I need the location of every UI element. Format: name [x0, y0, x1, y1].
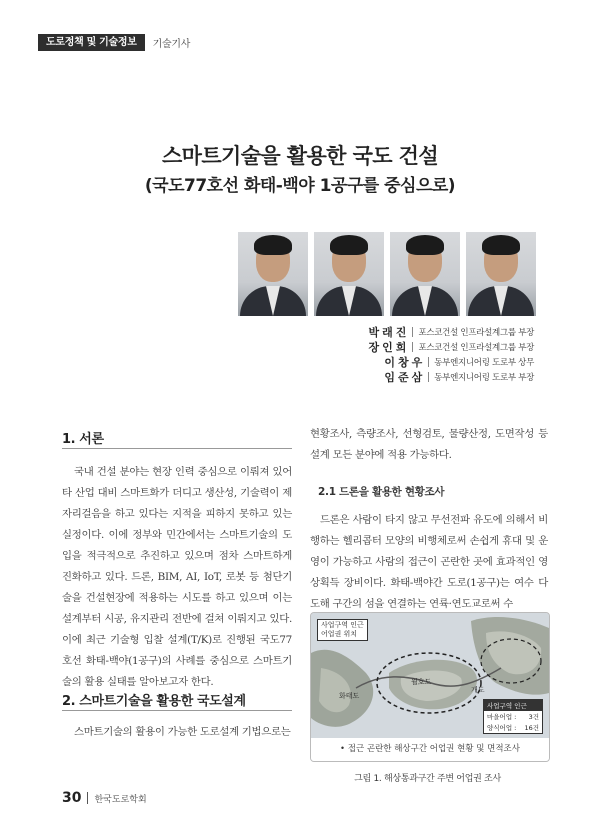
right-column-continued: 현황조사, 측량조사, 선형검토, 물량산정, 도면작성 등 설계 모든 분야에 적용 가능하다.: [310, 428, 548, 461]
author-entry: [369, 354, 534, 369]
author-photo-3: [390, 232, 460, 316]
legend-row-value: 16건: [524, 724, 539, 732]
legend-row-label: 양식어업 :: [487, 724, 517, 732]
section-2-heading: 2. 스마트기술을 활용한 국도설계: [62, 694, 246, 709]
island-label-woldo: 월호도: [411, 678, 432, 686]
article-title: 스마트기술을 활용한 국도 건설: [161, 144, 439, 168]
author-photo-4: [466, 232, 536, 316]
section-1-body: 국내 건설 분야는 현장 인력 중심으로 이뤄져 있어 타 산업 대비 스마트화가 더디고 생산성, 기술력이 제자리걸음을 하고 있다는 지적을 피하지 못하고 있는 실정이다. 이에 정부와 민간에서는 스마트기술의 도입을 적극적으로 추진하고 있으며 점차 스마트하게 진화하고 있다. 드론, BIM, AI, IoT, 로봇 등 첨단기술을 건설현장에 적용하는 시도를 하고 있으며 이는 설계부터 시공, 유지관리 전반에 걸쳐 이뤄지고 있다. 이에 최근 기술형 입찰 설계(T/K)로 진행된 국도77호선 화태-백야(1공구)의 사례를 중심으로 스마트기술의 활용 실태를 알아보고자 한다.: [62, 466, 292, 688]
author-list: [369, 324, 534, 384]
legend-row-label: 마을어업 :: [487, 713, 517, 721]
author-entry: [369, 369, 534, 384]
figure-bottom-caption: • 접근 곤란한 해상구간 어업권 현황 및 면적조사: [340, 744, 520, 754]
page-number: 30: [62, 790, 82, 806]
heading-divider: [62, 710, 292, 711]
author-photo-1: [238, 232, 308, 316]
author-affiliation: 동부엔지니어링 도로부 상무: [434, 357, 534, 368]
article-subtitle: (국도77호선 화태-백야 1공구를 중심으로): [144, 176, 456, 196]
author-name: 임준삼: [384, 370, 426, 384]
section-label: 도로정책 및 기술정보: [38, 34, 145, 51]
island-label-gaedo: 개도: [471, 686, 485, 694]
author-photo-2: [314, 232, 384, 316]
page-footer: [62, 790, 147, 806]
author-name: 장인희: [368, 340, 410, 354]
author-entry: [369, 324, 534, 339]
category-label: 기술기사: [152, 39, 191, 50]
zone-label: 사업구역 인근 어업권 위치: [317, 619, 368, 641]
figure-1-map: [310, 612, 550, 762]
legend-title: 사업구역 인근: [484, 700, 542, 711]
author-affiliation: 포스코건설 인프라설계그룹 부장: [418, 342, 534, 353]
section-header: [38, 34, 190, 51]
author-photos: [238, 232, 536, 316]
section-1-heading: 1. 서론: [62, 432, 104, 447]
section-2-body: 스마트기술의 활용이 가능한 도로설계 기법으로는: [74, 726, 291, 738]
heading-divider: [62, 448, 292, 449]
legend-row-value: 3건: [528, 713, 539, 721]
figure-1-caption: 그림 1. 해상통과구간 주변 어업권 조사: [354, 774, 501, 784]
island-label-hwatae: 화태도: [339, 692, 360, 700]
publisher-name: 한국도로학회: [94, 794, 147, 805]
fishery-legend: [483, 699, 543, 734]
subsection-2-1-heading: 2.1 드론을 활용한 현황조사: [318, 486, 445, 498]
author-affiliation: 포스코건설 인프라설계그룹 부장: [418, 327, 534, 338]
author-entry: [369, 339, 534, 354]
subsection-2-1-body: 드론은 사람이 타지 않고 무선전파 유도에 의해서 비행하는 헬리콥터 모양의 비행체로써 손쉽게 휴대 및 운영이 가능하고 사람의 접근이 곤란한 곳에 효과적인 영상획득 장비이다. 화태-백야간 도로(1공구)는 여수 다도해 구간의 섬을 연결하는 연륙·연도교로써 수: [310, 514, 548, 610]
author-name: 이창우: [384, 355, 426, 369]
author-name: 박래진: [368, 325, 410, 339]
author-affiliation: 동부엔지니어링 도로부 부장: [434, 372, 534, 383]
